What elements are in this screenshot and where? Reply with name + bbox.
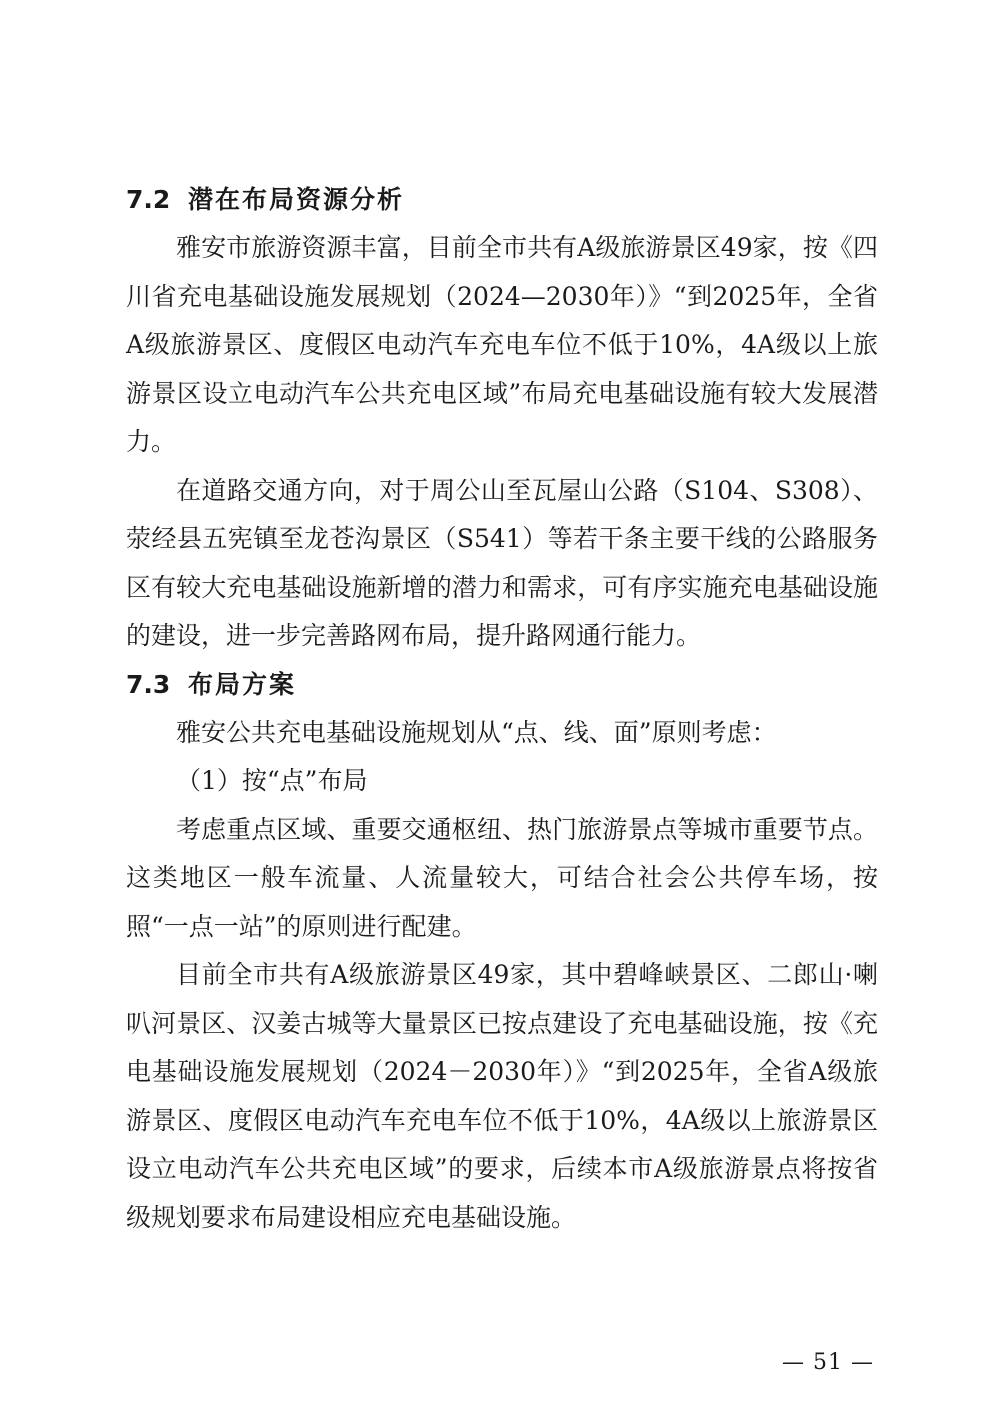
paragraph: （1）按“点”布局 xyxy=(176,766,368,795)
section-number: 7.2 xyxy=(126,185,171,214)
paragraph: 雅安市旅游资源丰富，目前全市共有A级旅游景区49家，按《四川省充电基础设施发展规划（2024—2030年）》“到2025年，全省A级旅游景区、度假区电动汽车充电车位不低于10%，4A级以上旅游景区设立电动汽车公共充电区域”布局充电基础设施有较大发展潜力。 xyxy=(126,233,878,456)
paragraph: 目前全市共有A级旅游景区49家，其中碧峰峡景区、二郎山·喇叭河景区、汉姜古城等大量景区已按点建设了充电基础设施，按《充电基础设施发展规划（2024－2030年）》“到2025年，全省A级旅游景区、度假区电动汽车充电车位不低于10%，4A级以上旅游景区设立电动汽车公共充电区域”的要求，后续本市A级旅游景点将按省级规划要求布局建设相应充电基础设施。 xyxy=(126,960,878,1232)
section-title: 布局方案 xyxy=(188,669,297,699)
section-title: 潜在布局资源分析 xyxy=(188,185,405,214)
page-number: — 51 — xyxy=(782,1350,874,1375)
section-heading-7-2 xyxy=(126,176,878,224)
document-page xyxy=(126,176,878,1242)
section-heading-7-3 xyxy=(126,661,878,709)
paragraph: 雅安公共充电基础设施规划从“点、线、面”原则考虑： xyxy=(176,717,777,747)
paragraph: 在道路交通方向，对于周公山至瓦屋山公路（S104、S308）、荥经县五宪镇至龙苍沟景区（S541）等若干条主要干线的公路服务区有较大充电基础设施新增的潜力和需求，可有序实施充电基础设施的建设，进一步完善路网布局，提升路网通行能力。 xyxy=(126,475,878,650)
paragraph: 考虑重点区域、重要交通枢纽、热门旅游景点等城市重要节点。这类地区一般车流量、人流量较大，可结合社会公共停车场，按照“一点一站”的原则进行配建。 xyxy=(126,814,878,941)
section-number: 7.3 xyxy=(126,669,171,699)
